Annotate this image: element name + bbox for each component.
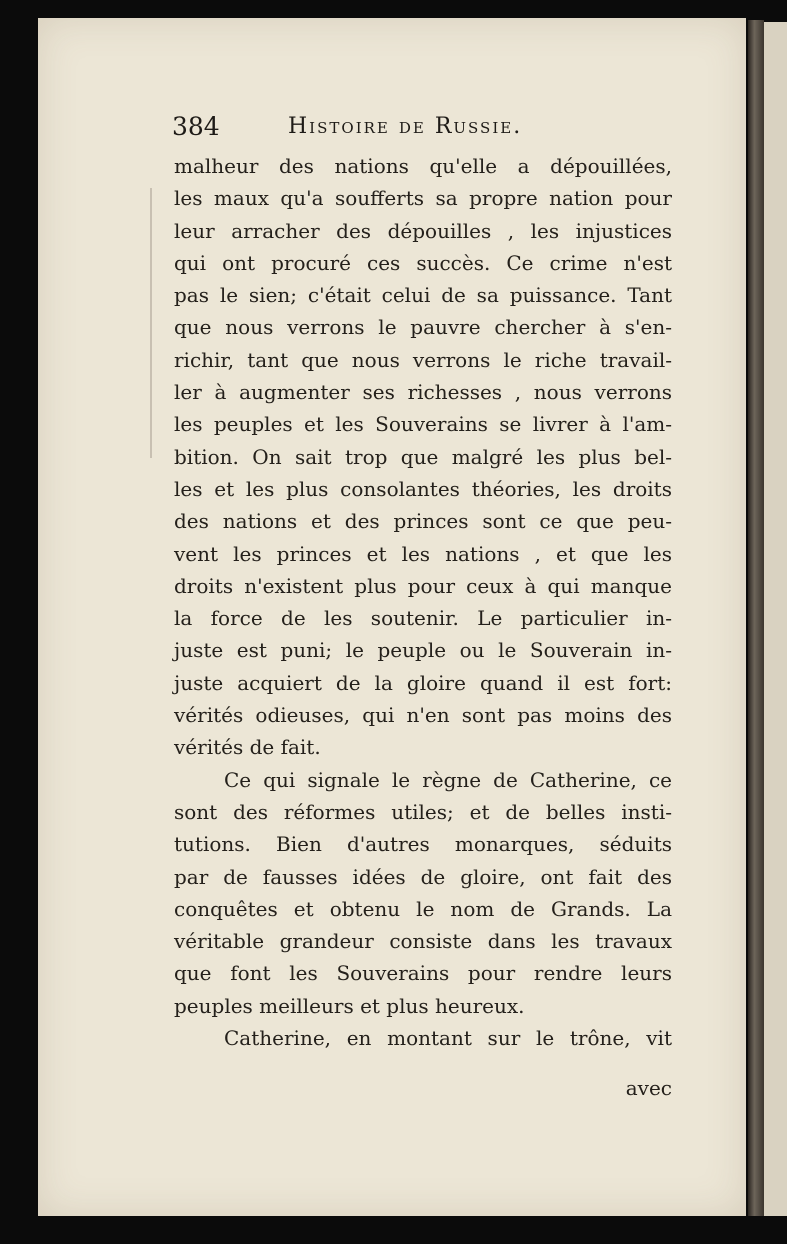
text-line: les et les plus consolantes théories, les droits (174, 476, 672, 501)
text-line: richir, tant que nous verrons le riche travail- (174, 347, 672, 372)
text-line: juste est puni; le peuple ou le Souverain in- (174, 638, 672, 663)
text-line: droits n'existent plus pour ceux à qui manque (174, 573, 672, 598)
text-line: conquêtes et obtenu le nom de Grands. La (174, 896, 672, 921)
running-header (172, 112, 672, 146)
text-line: sont des réformes utiles; et de belles insti- (174, 799, 672, 824)
text-line: tutions. Bien d'autres monarques, séduits (174, 832, 672, 857)
running-title: Histoire de Russie. (288, 114, 523, 139)
text-line: vérités de fait. (174, 735, 321, 760)
text-line: la force de les soutenir. Le particulier in- (174, 606, 672, 631)
text-line: peuples meilleurs et plus heureux. (174, 993, 525, 1018)
body-text (174, 150, 672, 1054)
text-line: pas le sien; c'était celui de sa puissance. Tant (174, 283, 672, 308)
text-line: malheur des nations qu'elle a dépouillées, (174, 154, 672, 178)
text-line: leur arracher des dépouilles , les injustices (174, 218, 672, 243)
paragraph-start-line: Catherine, en montant sur le trône, vit (224, 1026, 672, 1051)
text-line: bition. On sait trop que malgré les plus bel- (174, 444, 672, 469)
text-line: les peuples et les Souverains se livrer à l'am- (174, 412, 672, 437)
text-line: que nous verrons le pauvre chercher à s'en- (174, 315, 672, 340)
text-line: qui ont procuré ces succès. Ce crime n'est (174, 250, 672, 275)
text-line: les maux qu'a soufferts sa propre nation pour (174, 186, 672, 211)
adjacent-page-edge (764, 22, 787, 1216)
catchword: avec (625, 1076, 672, 1100)
text-line: juste acquiert de la gloire quand il est fort: (174, 670, 672, 695)
text-line: par de fausses idées de gloire, ont fait des (174, 864, 672, 889)
text-line: vent les princes et les nations , et que les (174, 541, 672, 566)
text-line: véritable grandeur consiste dans les travaux (174, 929, 672, 954)
margin-pencil-mark (150, 188, 152, 458)
paragraph-start-line: Ce qui signale le règne de Catherine, ce (224, 767, 672, 792)
text-line: ler à augmenter ses richesses , nous verrons (174, 380, 672, 405)
text-line: des nations et des princes sont ce que peu- (174, 509, 672, 534)
text-line: que font les Souverains pour rendre leurs (174, 961, 672, 986)
page-gutter-edge (748, 20, 764, 1216)
text-line: vérités odieuses, qui n'en sont pas moins des (174, 703, 672, 728)
page-number: 384 (172, 112, 220, 141)
